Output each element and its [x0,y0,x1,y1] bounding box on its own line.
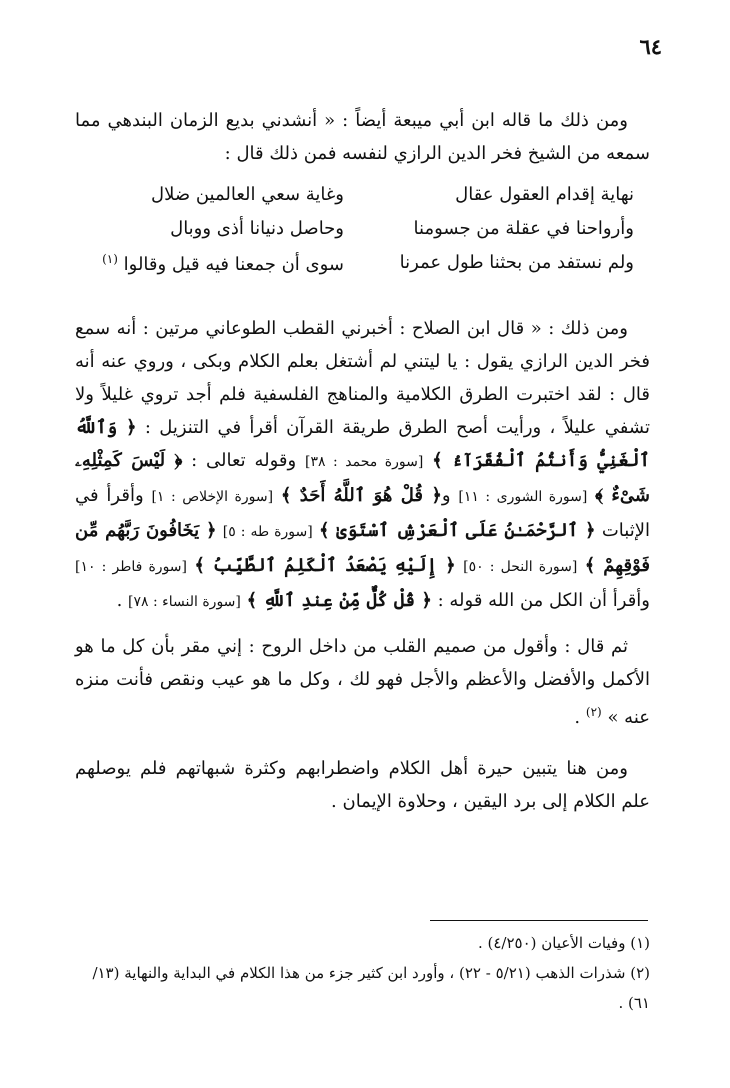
verse-3-second-text: سوى أن جمعنا فيه قيل وقالوا [123,254,344,275]
connector-4: وأقرأ أن الكل من الله قوله : [437,590,650,611]
surah-reference-7: [سورة النساء : ٧٨] [128,594,241,610]
quran-verse-5: ﴿ يَخَافُونَ رَبَّهُم مِّن فَوْقِهِمْ ﴾ [75,520,650,576]
paragraph-2-text [75,312,650,619]
verse-2-second-hemistich: وحاصل دنيانا أذى ووبال [170,218,344,239]
paragraph-4 [75,752,650,818]
paragraph-2-end: . [116,590,123,611]
quran-verse-1: ﴿ وَٱللَّهُ ٱلْغَنِيُّ وَأَنتُمُ ٱلْفُقَرَآءُ ﴾ [75,417,650,471]
verse-1-first-hemistich: نهاية إقدام العقول عقال [455,184,634,205]
paragraph-2 [75,312,650,619]
connector-1: وقوله تعالى : [191,450,297,471]
footnote-2: (٢) شذرات الذهب (٥/٢١ - ٢٢) ، وأورد ابن كثير جزء من هذا الكلام في البداية والنهاية (١٣/ ٦١) . [92,964,650,1012]
verse-2-first-hemistich: وأرواحنا في عقلة من جسومنا [413,218,634,239]
quran-verse-2: ﴿ لَيْسَ كَمِثْلِهِۦ شَىْءٌ ﴾ [75,450,650,506]
paragraph-1 [75,104,650,170]
paragraph-3-body: ثم قال : وأقول من صميم القلب من داخل الروح : إني مقر بأن كل ما هو الأكمل والأفضل والأعظم والأجل فهو لك ، وكل ما هو عيب ونقص فأنت منزه عنه » [75,636,650,728]
paragraph-3-text [75,630,650,734]
quran-verse-7: ﴿ قُلْ كُلٌّ مِّنْ عِندِ ٱللَّهِ ﴾ [246,590,432,611]
connector-2: و [441,485,451,506]
quran-verse-4: ﴿ ٱلرَّحْمَـٰنُ عَلَى ٱلْعَرْشِ ٱسْتَوَىٰ ﴾ [318,520,596,541]
poem-verse-1 [94,184,634,218]
verse-3-second-hemistich [102,252,344,275]
paragraph-2-intro: ومن ذلك : « قال ابن الصلاح : أخبرني القطب الطوعاني مرتين : أنه سمع فخر الدين الرازي يقول : يا ليتني لم أشتغل بعلم الكلام وبكى ، وروي عنه أنه قال : لقد اختبرت الطرق الكلامية والمناهج الفلسفية فلم أجد تروي غليلاً ولا تشفي عليلاً ، ورأيت أصح الطرق طريقة القرآن أقرأ في التنزيل : [75,318,650,438]
surah-reference-1: [سورة محمد : ٣٨] [305,454,424,470]
surah-reference-2: [سورة الشورى : ١١] [458,489,588,505]
footnote-divider [430,920,648,921]
footnotes [70,928,650,1018]
poem-verse-3 [94,252,634,286]
poem [94,184,634,286]
surah-reference-6: [سورة فاطر : ١٠] [75,559,187,575]
paragraph-3 [75,630,650,734]
footnote-marker-2: (٢) [585,705,602,719]
paragraph-1-text: ومن ذلك ما قاله ابن أبي ميبعة أيضاً : « أنشدني بديع الزمان البندهي مما سمعه من الشيخ فخر الدين الرازي لنفسه فمن ذلك قال : [75,110,650,164]
quran-verse-3: ﴿ قُلْ هُوَ ٱللَّهُ أَحَدٌ ﴾ [280,485,442,506]
paragraph-3-end: . [574,707,581,728]
poem-verse-2 [94,218,634,252]
footnote-1: (١) وفيات الأعيان (٤/٢٥٠) . [477,934,650,952]
surah-reference-3: [سورة الإخلاص : ١] [151,489,274,505]
paragraph-4-text: ومن هنا يتبين حيرة أهل الكلام واضطرابهم وكثرة شبهاتهم فلم يوصلهم علم الكلام إلى برد اليقين ، وحلاوة الإيمان . [75,758,650,812]
footnote-marker-1: (١) [102,252,118,266]
verse-3-first-hemistich: ولم نستفد من بحثنا طول عمرنا [399,252,634,273]
quran-verse-6: ﴿ إِلَيْهِ يَصْعَدُ ٱلْكَلِمُ ٱلطَّيِّبُ ﴾ [194,555,456,576]
surah-reference-4: [سورة طه : ٥] [222,524,313,540]
verse-1-second-hemistich: وغاية سعي العالمين ضلال [151,184,344,205]
connector-3: وأقرأ في الإثبات [75,485,650,541]
surah-reference-5: [سورة النحل : ٥٠] [463,559,578,575]
page-number: ٦٤ [639,34,662,59]
